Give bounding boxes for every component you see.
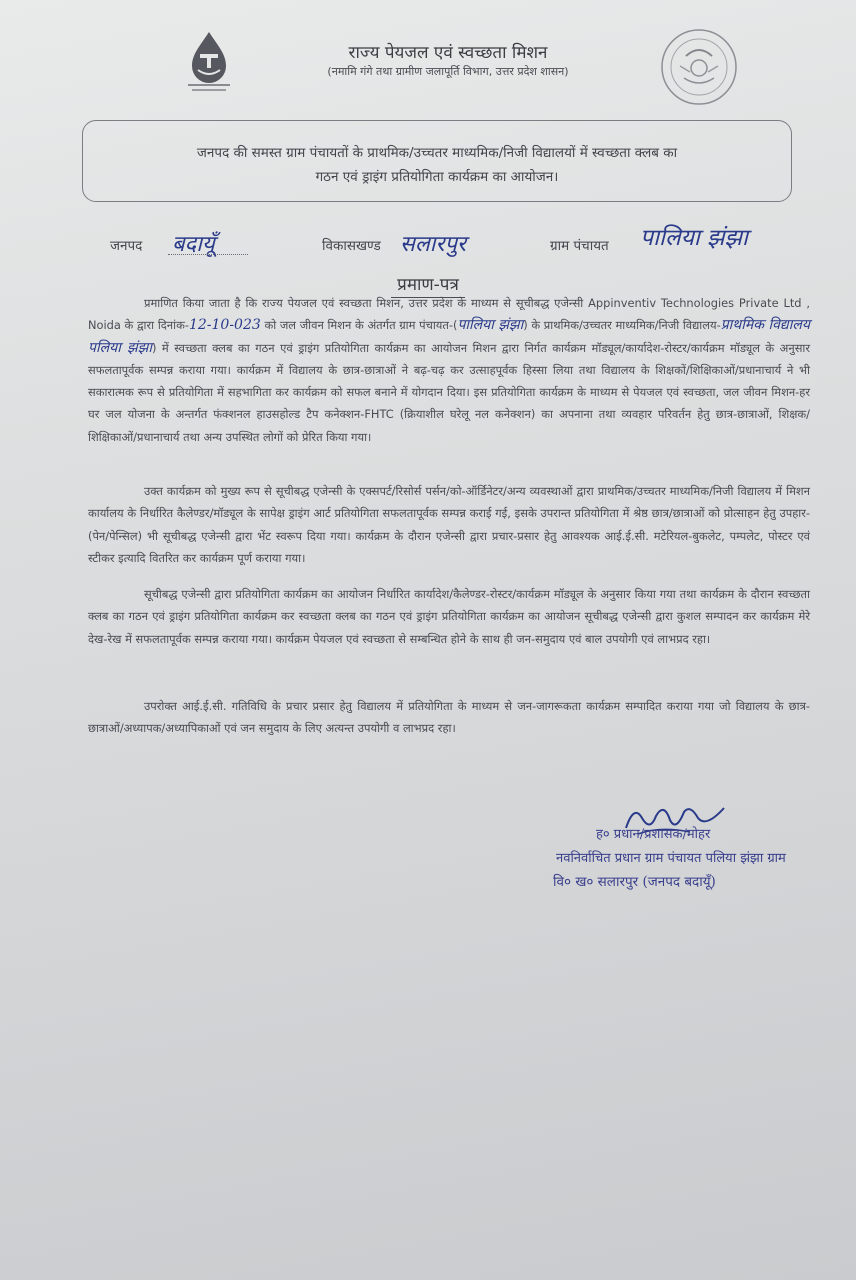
- seal-line-3: वि० ख० सलारपुर (जनपद बदायूँ): [553, 874, 716, 890]
- paragraph-1-b: को जल जीवन मिशन के अंतर्गत ग्राम पंचायत-(: [260, 318, 458, 333]
- paragraph-2-text: उक्त कार्यक्रम को मुख्य रूप से सूचीबद्ध एजेन्सी के एक्सपर्ट/रिसोर्स पर्सन/को-ऑर्डिनेटर/अन्य व्यवस्थाओं द्वारा प्राथमिक/उच्चतर माध्यमिक/निजी विद्यालय में मिशन कार्यालय के निर्धारित कैलेण्डर/मॉड्यूल के सापेक्ष ड्राइंग आर्ट प्रतियोगिता सफलतापूर्वक सम्पन्न कराई गई, इसके उपरान्त प्रतियोगिता में श्रेष्ठ छात्र/छात्राओं को प्रोत्साहन हेतु उपहार-(पेन/पेन्सिल) भी सूचीबद्ध एजेन्सी द्वारा भेंट स्वरूप दिया गया। कार्यक्रम के दौरान एजेन्सी द्वारा प्रचार-प्रसार हेतु आवश्यक आई.ई.सी. मटेरियल-बुकलेट, पम्पलेट, पोस्टर एवं स्टीकर इत्यादि वितरित कर कार्यक्रम पूर्ण कराया गया।: [88, 484, 810, 565]
- panchayat-label: ग्राम पंचायत: [550, 238, 609, 254]
- paragraph-4: [88, 695, 810, 740]
- paragraph-3: [88, 583, 810, 650]
- paragraph-1: [88, 292, 810, 448]
- paragraph-1-a: प्रमाणित किया जाता है कि राज्य पेयजल एवं स्वच्छता मिशन, उत्तर प्रदेश के माध्यम से सूचीबद्ध एजेन्सी Appinventiv Technologies Private Ltd , Noida के द्वारा दिनांक-: [88, 296, 810, 333]
- subject-box: [82, 120, 792, 202]
- district-underline: [168, 254, 248, 255]
- panchayat-value: पालिया झंझा: [640, 225, 748, 251]
- block-value: सलारपुर: [400, 232, 466, 257]
- paragraph-3-text: सूचीबद्ध एजेन्सी द्वारा प्रतियोगिता कार्यक्रम का आयोजन निर्धारित कार्यादेश/कैलेण्डर-रोस्टर/कार्यक्रम मॉड्यूल के अनुसार किया गया तथा कार्यक्रम के दौरान स्वच्छता क्लब का गठन एवं ड्राइंग प्रतियोगिता कार्यक्रम कर स्वच्छता क्लब का गठन एवं ड्राइंग प्रतियोगिता कार्यक्रम का आयोजन सूचीबद्ध एजेन्सी द्वारा कुशल सम्पादन कर कार्यक्रम मेरे देख-रेख में सफलतापूर्वक सम्पन्न कराया गया। कार्यक्रम पेयजल एवं स्वच्छता से सम्बन्धित होने के साथ ही जन-समुदाय एवं बाल उपयोगी एवं लाभप्रद रहा।: [88, 587, 810, 646]
- block-label: विकासखण्ड: [322, 238, 381, 254]
- seal-line-2: नवनिर्वाचित प्रधान ग्राम पंचायत पलिया झंझा ग्राम: [556, 851, 786, 866]
- header-title: राज्य पेयजल एवं स्वच्छता मिशन: [348, 43, 548, 63]
- subject-line-2: गठन एवं ड्राइंग प्रतियोगिता कार्यक्रम का आयोजन।: [315, 169, 559, 185]
- paragraph-1-d: ) में स्वच्छता क्लब का गठन एवं ड्राइंग प्रतियोगिता कार्यक्रम का आयोजन मिशन द्वारा निर्गत कार्यक्रम मॉड्यूल/कार्यादेश-रोस्टर/कार्यक्रम मॉड्यूल के अनुसार सफलतापूर्वक सम्पन्न कराया गया। कार्यक्रम में विद्यालय के छात्र-छात्राओं ने बढ़-चढ़ कर उत्साहपूर्वक हिस्सा लिया तथा विद्यालय के शिक्षकों/शिक्षिकाओं/प्रधानाचार्य ने भी सकारात्मक रूप से प्रतियोगिता में सहभागिता कर कार्यक्रम को सफल बनाने में योगदान दिया। इस प्रतियोगिता कार्यक्रम के माध्यम से पेयजल एवं स्वच्छता, जल जीवन मिशन-हर घर जल योजना के अन्तर्गत फंक्शनल हाउसहोल्ड टैप कनेक्शन-FHTC (क्रियाशील घरेलू नल कनेक्शन) का अपनाना तथा व्यवहार परिवर्तन हेतु छात्र-छात्राओं, शिक्षक/शिक्षिकाओं/प्रधानाचार्य तथा अन्य उपस्थित लोगों को प्रेरित किया गया।: [88, 340, 811, 444]
- seal-line-1: ह० प्रधान/प्रशासक/मोहर: [596, 827, 711, 842]
- certificate-title-text: प्रमाण-पत्र: [391, 275, 465, 298]
- paragraph-2: [88, 480, 810, 569]
- event-date: 12-10-023: [188, 317, 261, 334]
- paragraph-1-c: ) के प्राथमिक/उच्चतर माध्यमिक/निजी विद्यालय-: [523, 318, 721, 333]
- paragraph-4-text: उपरोक्त आई.ई.सी. गतिविधि के प्रचार प्रसार हेतु विद्यालय में प्रतियोगिता के माध्यम से जन-जागरूकता कार्यक्रम सम्पादित कराया गया जो विद्यालय के छात्र-छात्राओं/अध्यापक/अध्यापिकाओं एवं जन समुदाय के लिए अत्यन्त उपयोगी व लाभप्रद रहा।: [88, 699, 810, 736]
- village-name: पालिया झंझा: [457, 317, 524, 334]
- school-name: प्राथमिक विद्यालय पलिया झंझा: [88, 317, 810, 356]
- district-value: बदायूँ: [172, 232, 215, 257]
- header-subtitle: (नमामि गंगे तथा ग्रामीण जलापूर्ति विभाग, उत्तर प्रदेश शासन): [327, 65, 569, 78]
- location-fields: [110, 225, 810, 268]
- district-label: जनपद: [110, 238, 143, 254]
- subject-line-1: जनपद की समस्त ग्राम पंचायतों के प्राथमिक/उच्चतर माध्यमिक/निजी विद्यालयों में स्वच्छता क्लब का: [196, 145, 678, 161]
